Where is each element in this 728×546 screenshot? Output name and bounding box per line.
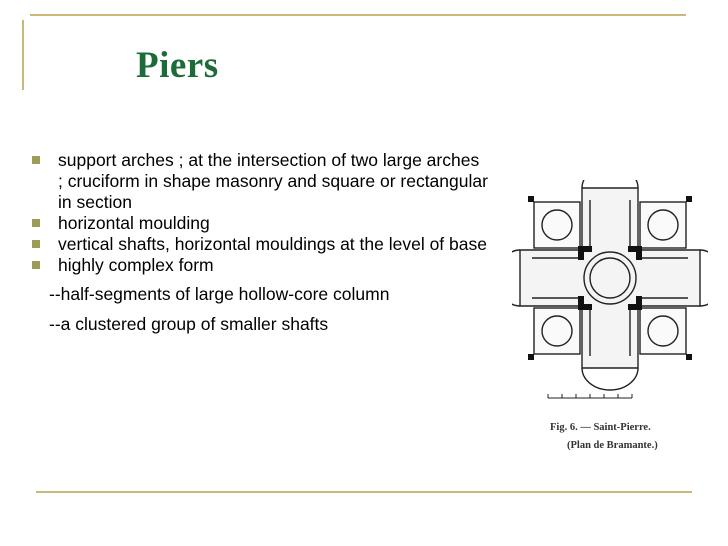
sub-item: --a clustered group of smaller shafts — [49, 314, 329, 334]
bullet-item — [28, 255, 488, 276]
bullet-item — [28, 150, 488, 213]
bullet-item — [28, 213, 488, 234]
sub-item: --half-segments of large hollow-core column — [49, 284, 390, 304]
bullet-text: highly complex form — [58, 255, 214, 275]
left-rule — [22, 20, 24, 90]
bullet-item — [28, 234, 488, 255]
figure-caption: Fig. 6. — Saint-Pierre. — [550, 422, 651, 433]
square-bullet-icon — [32, 219, 40, 227]
slide-title: Piers — [136, 45, 219, 86]
bullet-text: horizontal moulding — [58, 213, 210, 233]
figure-subcaption: (Plan de Bramante.) — [567, 440, 658, 451]
bottom-rule — [36, 491, 692, 493]
square-bullet-icon — [32, 261, 40, 269]
floor-plan-image — [512, 180, 708, 400]
bullet-text: support arches ; at the intersection of two large arches ; cruciform in shape masonry and square or rectangular in section — [58, 150, 488, 212]
top-rule — [30, 14, 686, 16]
bullet-text: vertical shafts, horizontal mouldings at the level of base — [58, 234, 487, 254]
square-bullet-icon — [32, 240, 40, 248]
square-bullet-icon — [32, 156, 40, 164]
bullet-list — [28, 150, 488, 335]
